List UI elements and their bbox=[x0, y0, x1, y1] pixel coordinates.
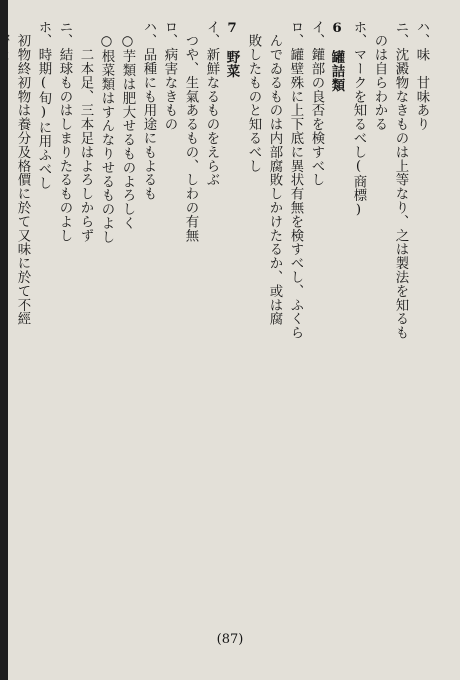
scan-edge bbox=[0, 0, 8, 680]
text-line: ○芋類は肥大せるものよろしく bbox=[120, 20, 135, 231]
text-line: んでゐるものは内部腐敗しかけたるか、或は腐 bbox=[267, 20, 282, 326]
text-line: ホ、マークを知るべし(商標) bbox=[351, 20, 366, 218]
text-line: のは自らわかる bbox=[372, 20, 387, 132]
text-line: ハ、品種にも用途にもよるも bbox=[141, 20, 156, 201]
text-line: つや、生氣あるもの、しわの有無 bbox=[183, 20, 198, 243]
text-line: 敗したものと知るべし bbox=[246, 20, 261, 173]
text-line: ハ、味 甘味あり bbox=[414, 20, 429, 132]
text-line: ニ、結球ものはしまりたるものよし bbox=[57, 20, 72, 243]
text-line: ロ、病害なきもの bbox=[162, 20, 177, 132]
section-heading: 7 野菜 bbox=[224, 20, 240, 79]
vertical-text-body bbox=[15, 20, 430, 620]
text-line: ロ、罐壁殊に上下底に異状有無を検すべし、ふくら bbox=[288, 20, 303, 340]
text-line: 初物終初物は養分及格價に於て又味に於て不經 bbox=[15, 20, 30, 326]
text-line: ホ、時期(旬)に用ふべし bbox=[36, 20, 51, 190]
text-line: イ、鑵部の良否を検すべし bbox=[309, 20, 324, 187]
text-line: ニ、沈澱物なきものは上等なり、之は製法を知るも bbox=[393, 20, 408, 340]
text-line: イ、新鮮なるものをえらぶ bbox=[204, 20, 219, 187]
text-line: 二本足、三本足はよろしからず bbox=[78, 20, 93, 243]
text-line: ○根菜類はすんなりせるものよし bbox=[99, 20, 114, 244]
page-number: (87) bbox=[216, 632, 244, 647]
section-heading: 6 罐詰類 bbox=[329, 20, 345, 93]
